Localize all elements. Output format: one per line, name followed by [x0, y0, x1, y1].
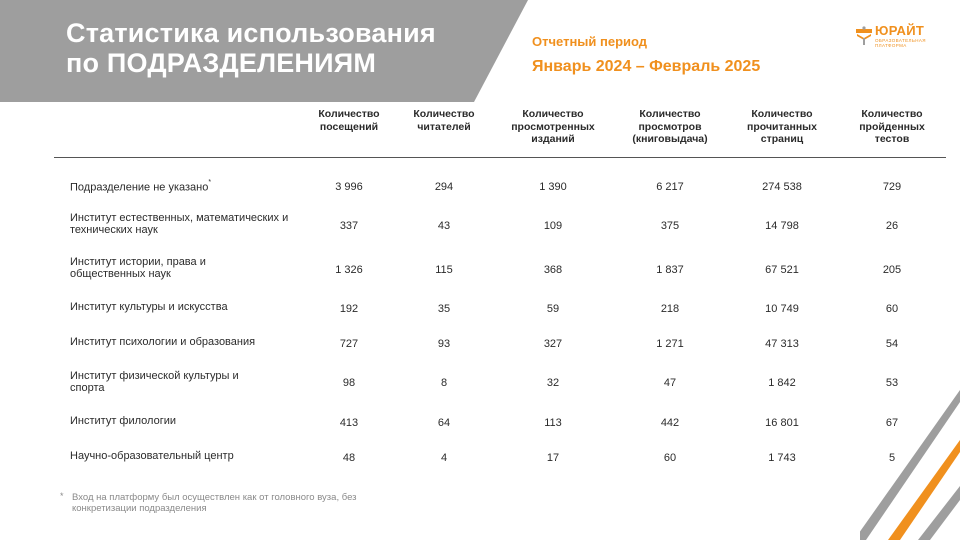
table-cell: 5 [888, 452, 896, 464]
table-cell: 327 [543, 338, 563, 350]
table-cell: 413 [339, 417, 359, 429]
column-header-line: Количество [639, 108, 701, 120]
table-cell: 729 [882, 181, 902, 193]
column-header-readers [384, 108, 504, 133]
table-cell: 218 [660, 303, 680, 315]
table-cell: 98 [342, 377, 356, 389]
table-cell: 8 [440, 377, 448, 389]
table-cell: 10 749 [765, 303, 799, 315]
period-value: Январь 2024 – Февраль 2025 [532, 58, 761, 75]
table-cell: 1 271 [656, 338, 684, 350]
row-label-text: Подразделение не указано [70, 181, 209, 194]
column-header-tests [832, 108, 952, 146]
table-cell: 26 [885, 220, 899, 232]
table-cell: 60 [885, 303, 899, 315]
table-cell: 109 [543, 220, 563, 232]
column-header-line: изданий [531, 133, 575, 145]
page-title-line2: по ПОДРАЗДЕЛЕНИЯМ [66, 48, 377, 78]
table-cell: 93 [437, 338, 451, 350]
page-title [66, 18, 436, 78]
book-reader-icon [855, 26, 873, 46]
column-header-line: страниц [760, 133, 804, 145]
footnote-ref-mark: * [208, 179, 212, 186]
column-header-line: прочитанных [747, 120, 817, 133]
column-header-views [610, 108, 730, 146]
logo-subtitle: ОБРАЗОВАТЕЛЬНАЯ ПЛАТФОРМА [875, 38, 926, 48]
table-cell: 442 [660, 417, 680, 429]
column-header-line: посещений [319, 120, 379, 133]
table-cell: 6 217 [656, 181, 684, 193]
column-header-line: Количество [861, 108, 923, 120]
period-label: Отчетный период [532, 34, 648, 49]
table-cell: 115 [435, 264, 453, 276]
table-cell: 1 743 [768, 452, 796, 464]
table-cell: 64 [437, 417, 451, 429]
table-cell: 727 [339, 338, 359, 350]
table-cell: 205 [882, 264, 902, 276]
table-cell: 1 837 [656, 264, 684, 276]
column-header-line: тестов [874, 133, 910, 145]
column-header-line: просмотров [638, 120, 702, 133]
table-cell: 59 [546, 303, 560, 315]
column-header-line: Количество [522, 108, 584, 120]
column-header-line: Количество [751, 108, 813, 120]
footnote-text: Вход на платформу был осуществлен как от головного вуза, без конкретизации подразделения [72, 492, 357, 514]
row-label: Институт психологии и образования [70, 336, 256, 348]
row-label: Институт физической культуры и спорта [70, 370, 239, 394]
table-cell: 35 [437, 303, 451, 315]
table-cell: 4 [440, 452, 448, 464]
table-cell: 47 313 [765, 338, 799, 350]
table-cell: 113 [544, 417, 562, 429]
table-cell: 60 [663, 452, 677, 464]
table-cell: 274 538 [762, 181, 802, 193]
table-cell: 43 [437, 220, 451, 232]
corner-stripes-decoration [860, 390, 960, 540]
table-cell: 32 [546, 377, 560, 389]
table-cell: 47 [663, 377, 677, 389]
table-cell: 17 [546, 452, 560, 464]
table-cell: 337 [339, 220, 359, 232]
logo-word: ЮРАЙТ [875, 23, 925, 38]
column-header-line: читателей [417, 120, 471, 133]
column-header-line: пройденных [859, 120, 925, 133]
table-cell: 1 390 [539, 181, 567, 193]
table-cell: 67 521 [765, 264, 799, 276]
table-cell: 3 996 [335, 181, 363, 193]
table-cell: 14 798 [765, 220, 799, 232]
table-cell: 375 [660, 220, 680, 232]
row-label: Институт культуры и искусства [70, 301, 228, 313]
table-cell: 1 842 [768, 377, 796, 389]
table-cell: 192 [339, 303, 359, 315]
column-header-line: Количество [318, 108, 380, 120]
column-header-viewed-editions [493, 108, 613, 146]
urait-logo [855, 24, 940, 50]
table-cell: 16 801 [765, 417, 799, 429]
column-header-pages-read [722, 108, 842, 146]
table-cell: 48 [342, 452, 356, 464]
row-label: Институт естественных, математических и технических наук [70, 212, 289, 236]
table-cell: 294 [434, 181, 454, 193]
table-cell: 1 326 [335, 264, 363, 276]
row-label: Институт филологии [70, 415, 176, 427]
row-label [70, 179, 320, 194]
column-header-line: просмотренных [511, 120, 595, 133]
table-cell: 67 [885, 417, 899, 429]
table-cell: 53 [885, 377, 899, 389]
table-header-divider [54, 157, 946, 158]
table-cell: 54 [885, 338, 899, 350]
page-title-line1: Статистика использования [66, 18, 436, 48]
column-header-line: (книговыдача) [632, 133, 708, 145]
row-label: Институт истории, права и общественных наук [70, 256, 206, 280]
row-label: Научно-образовательный центр [70, 450, 234, 462]
footnote-mark: * [60, 491, 64, 501]
table-cell: 368 [543, 264, 563, 276]
column-header-line: Количество [413, 108, 475, 120]
